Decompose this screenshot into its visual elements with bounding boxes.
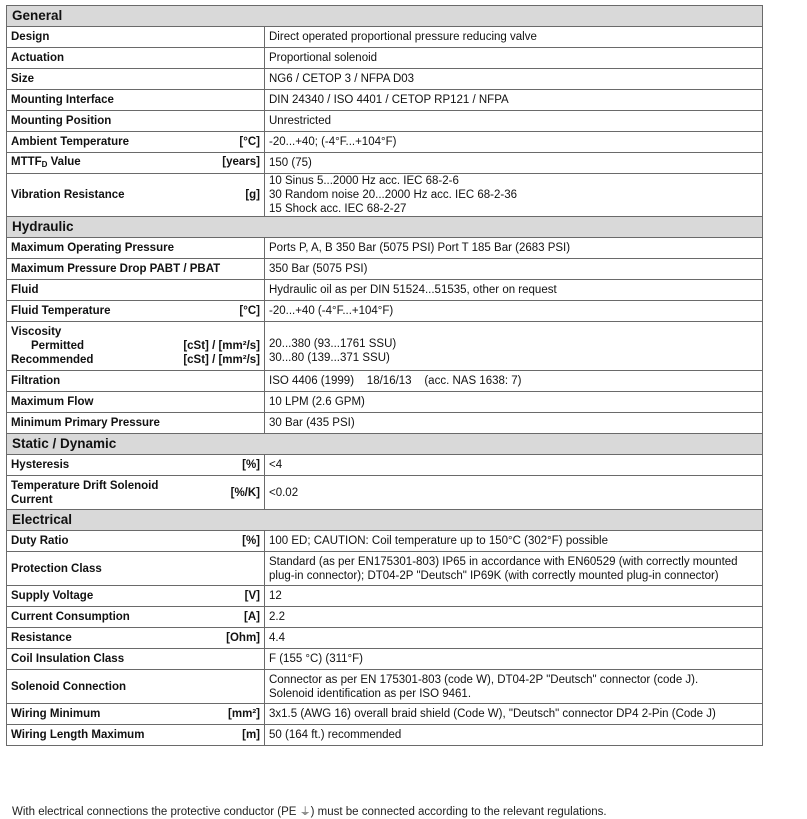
spec-value: Unrestricted <box>265 111 763 132</box>
spec-unit: [g] <box>245 189 260 201</box>
spec-unit: [Ohm] <box>226 632 260 644</box>
spec-name: Minimum Primary Pressure <box>7 413 265 434</box>
spec-unit: [mm²] <box>228 708 260 720</box>
spec-value: <4 <box>265 455 763 476</box>
spec-name: Filtration <box>7 371 265 392</box>
spec-value: Standard (as per EN175301-803) IP65 in accordance with EN60529 (with correctly mounted plug-in connector); DT04-2P "Deutsch" IP69K (with correctly mounted plug-in connector) <box>265 552 763 586</box>
spec-name: Design <box>7 27 265 48</box>
table-row <box>7 704 763 725</box>
spec-name: Vibration Resistance <box>11 189 125 201</box>
section-hydraulic <box>7 217 763 238</box>
table-row <box>7 670 763 704</box>
table-row <box>7 238 763 259</box>
spec-unit: [cSt] / [mm²/s] <box>183 340 260 352</box>
footnote-text: ) must be connected according to the relevant regulations. <box>310 806 607 818</box>
table-row <box>7 132 763 153</box>
spec-value: 30 Bar (435 PSI) <box>265 413 763 434</box>
spec-name: Mounting Interface <box>7 90 265 111</box>
table-row <box>7 586 763 607</box>
spec-name: Coil Insulation Class <box>7 649 265 670</box>
spec-name: Actuation <box>7 48 265 69</box>
spec-unit: [°C] <box>239 305 260 317</box>
table-row <box>7 174 763 217</box>
spec-unit: [V] <box>244 590 260 602</box>
table-row <box>7 280 763 301</box>
spec-name: Maximum Flow <box>7 392 265 413</box>
table-row <box>7 371 763 392</box>
spec-unit: [years] <box>222 155 260 168</box>
section-title: Electrical <box>7 510 763 531</box>
spec-unit: [°C] <box>239 136 260 148</box>
spec-subname: Recommended <box>11 354 94 366</box>
spec-unit: [%] <box>242 459 260 471</box>
spec-name: Hysteresis <box>11 459 70 471</box>
spec-value: Ports P, A, B 350 Bar (5075 PSI) Port T 185 Bar (2683 PSI) <box>265 238 763 259</box>
spec-value: 350 Bar (5075 PSI) <box>265 259 763 280</box>
section-title: General <box>7 6 763 27</box>
table-row <box>7 531 763 552</box>
spec-value: 20...380 (93...1761 SSU) 30...80 (139...371 SSU) <box>265 322 763 371</box>
table-row <box>7 607 763 628</box>
spec-name: Supply Voltage <box>11 590 94 602</box>
spec-value: 10 LPM (2.6 GPM) <box>265 392 763 413</box>
table-row <box>7 649 763 670</box>
spec-unit: [cSt] / [mm²/s] <box>183 354 260 366</box>
section-electrical <box>7 510 763 531</box>
spec-subname: Permitted <box>31 340 85 352</box>
spec-value: -20...+40; (-4°F...+104°F) <box>265 132 763 153</box>
spec-value: -20...+40 (-4°F...+104°F) <box>265 301 763 322</box>
spec-value: 150 (75) <box>265 153 763 174</box>
spec-name: Fluid <box>7 280 265 301</box>
table-row <box>7 153 763 174</box>
spec-value: 4.4 <box>265 628 763 649</box>
spec-name: Viscosity <box>11 326 62 338</box>
spec-value: 100 ED; CAUTION: Coil temperature up to 150°C (302°F) possible <box>265 531 763 552</box>
spec-value: <0.02 <box>265 476 763 510</box>
table-row <box>7 90 763 111</box>
table-row <box>7 725 763 746</box>
spec-value: 12 <box>265 586 763 607</box>
spec-value: Proportional solenoid <box>265 48 763 69</box>
spec-unit: [m] <box>242 729 260 741</box>
spec-value: 50 (164 ft.) recommended <box>265 725 763 746</box>
section-title: Static / Dynamic <box>7 434 763 455</box>
spec-name: Maximum Operating Pressure <box>7 238 265 259</box>
spec-value: 3x1.5 (AWG 16) overall braid shield (Code W), "Deutsch" connector DP4 2-Pin (Code J) <box>265 704 763 725</box>
spec-name: Temperature Drift Solenoid Current <box>11 479 159 506</box>
spec-value: 2.2 <box>265 607 763 628</box>
spec-unit: [%/K] <box>230 486 260 499</box>
spec-value: 10 Sinus 5...2000 Hz acc. IEC 68-2-6 30 Random noise 20...2000 Hz acc. IEC 68-2-36 15 Shock acc. IEC 68-2-27 <box>265 174 763 217</box>
table-row <box>7 111 763 132</box>
spec-name: Solenoid Connection <box>7 670 265 704</box>
spec-name: Mounting Position <box>7 111 265 132</box>
subscript: D <box>41 159 48 169</box>
spec-name: Fluid Temperature <box>11 305 111 317</box>
spec-name: Duty Ratio <box>11 535 69 547</box>
section-title: Hydraulic <box>7 217 763 238</box>
table-row <box>7 476 763 510</box>
footnote-text: With electrical connections the protective conductor (PE <box>12 806 300 818</box>
spec-unit: [A] <box>244 611 260 623</box>
spec-value: Connector as per EN 175301-803 (code W), DT04-2P "Deutsch" connector (code J). Solenoid identification as per ISO 9461. <box>265 670 763 704</box>
spec-name: Current Consumption <box>11 611 130 623</box>
table-row <box>7 628 763 649</box>
section-general <box>7 6 763 27</box>
spec-value: Direct operated proportional pressure reducing valve <box>265 27 763 48</box>
spec-value: F (155 °C) (311°F) <box>265 649 763 670</box>
spec-unit: [%] <box>242 535 260 547</box>
table-row <box>7 552 763 586</box>
table-row <box>7 48 763 69</box>
section-static-dynamic <box>7 434 763 455</box>
spec-name: Wiring Minimum <box>11 708 101 720</box>
table-row <box>7 392 763 413</box>
table-row <box>7 69 763 90</box>
table-row <box>7 27 763 48</box>
table-row <box>7 301 763 322</box>
spec-value: DIN 24340 / ISO 4401 / CETOP RP121 / NFPA <box>265 90 763 111</box>
spec-name: Resistance <box>11 632 72 644</box>
spec-value: NG6 / CETOP 3 / NFPA D03 <box>265 69 763 90</box>
table-row <box>7 259 763 280</box>
spec-name: Protection Class <box>7 552 265 586</box>
spec-name: Wiring Length Maximum <box>11 729 145 741</box>
spec-value: ISO 4406 (1999) 18/16/13 (acc. NAS 1638: 7) <box>265 371 763 392</box>
spec-value: Hydraulic oil as per DIN 51524...51535, other on request <box>265 280 763 301</box>
spec-name: Ambient Temperature <box>11 136 130 148</box>
ground-symbol-icon: ⏚ <box>299 806 311 818</box>
specification-table <box>6 5 763 746</box>
spec-name: Maximum Pressure Drop PABT / PBAT <box>7 259 265 280</box>
spec-name: Size <box>7 69 265 90</box>
table-row <box>7 413 763 434</box>
table-row <box>7 455 763 476</box>
spec-name: $MTTF_D$ Value <box>11 155 81 169</box>
table-row <box>7 322 763 371</box>
